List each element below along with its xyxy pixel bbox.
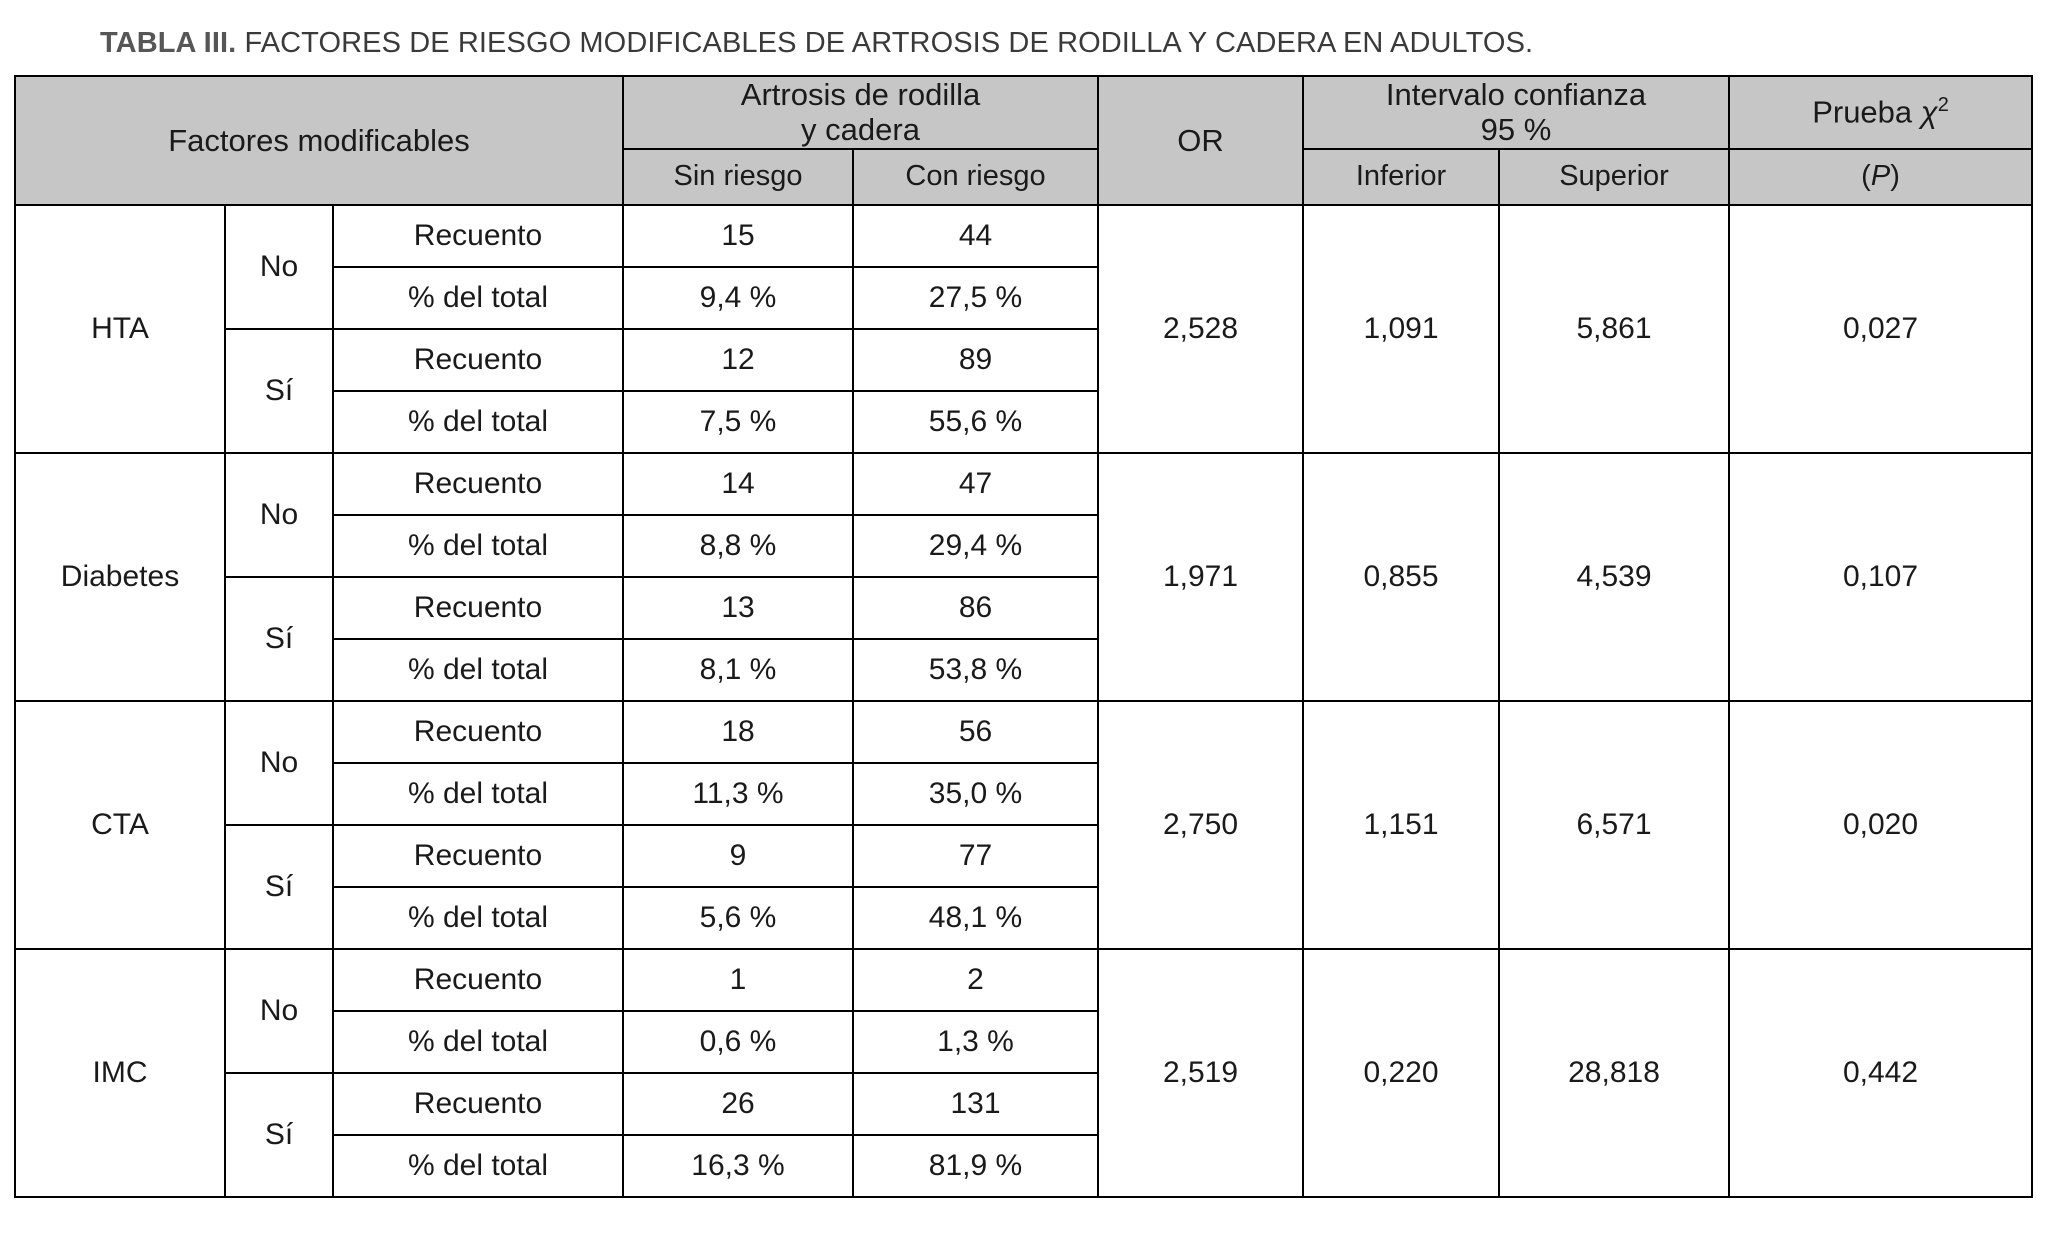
cell-sin-riesgo: 9,4 % — [623, 267, 853, 329]
table-caption — [100, 26, 2033, 61]
header-or: OR — [1098, 76, 1303, 205]
cell-sin-riesgo: 14 — [623, 453, 853, 515]
cell-or: 2,519 — [1098, 949, 1303, 1197]
cell-con-riesgo: 1,3 % — [853, 1011, 1098, 1073]
level-si: Sí — [225, 1073, 333, 1197]
cell-sin-riesgo: 11,3 % — [623, 763, 853, 825]
header-sin-riesgo: Sin riesgo — [623, 149, 853, 205]
cell-con-riesgo: 86 — [853, 577, 1098, 639]
cell-con-riesgo: 47 — [853, 453, 1098, 515]
level-no: No — [225, 205, 333, 329]
table-row — [15, 949, 2032, 1011]
cell-p-value: 0,027 — [1729, 205, 2032, 453]
cell-or: 2,528 — [1098, 205, 1303, 453]
cell-ci-inferior: 0,855 — [1303, 453, 1499, 701]
metric-recuento: Recuento — [333, 949, 623, 1011]
metric-pct-total: % del total — [333, 391, 623, 453]
cell-ci-superior: 6,571 — [1499, 701, 1729, 949]
header-superior: Superior — [1499, 149, 1729, 205]
header-prueba-chi — [1729, 76, 2032, 149]
cell-ci-superior: 4,539 — [1499, 453, 1729, 701]
cell-p-value: 0,442 — [1729, 949, 2032, 1197]
metric-pct-total: % del total — [333, 887, 623, 949]
metric-pct-total: % del total — [333, 639, 623, 701]
cell-sin-riesgo: 15 — [623, 205, 853, 267]
level-si: Sí — [225, 577, 333, 701]
cell-con-riesgo: 81,9 % — [853, 1135, 1098, 1197]
header-ci-line2: 95 % — [1480, 112, 1552, 148]
cell-con-riesgo: 55,6 % — [853, 391, 1098, 453]
header-artrosis — [623, 76, 1098, 149]
level-no: No — [225, 453, 333, 577]
cell-p-value: 0,107 — [1729, 453, 2032, 701]
metric-pct-total: % del total — [333, 267, 623, 329]
cell-p-value: 0,020 — [1729, 701, 2032, 949]
cell-con-riesgo: 35,0 % — [853, 763, 1098, 825]
header-ci-line1: Intervalo confianza — [1385, 76, 1647, 112]
table-body — [15, 205, 2032, 1197]
metric-recuento: Recuento — [333, 825, 623, 887]
cell-con-riesgo: 27,5 % — [853, 267, 1098, 329]
header-intervalo-confianza — [1303, 76, 1729, 149]
factor-name: Diabetes — [15, 453, 225, 701]
metric-pct-total: % del total — [333, 763, 623, 825]
cell-ci-superior: 28,818 — [1499, 949, 1729, 1197]
cell-con-riesgo: 44 — [853, 205, 1098, 267]
factor-name: HTA — [15, 205, 225, 453]
factor-name: IMC — [15, 949, 225, 1197]
metric-pct-total: % del total — [333, 1135, 623, 1197]
table-header — [15, 76, 2032, 205]
cell-sin-riesgo: 18 — [623, 701, 853, 763]
table-row — [15, 205, 2032, 267]
header-artrosis-line2: y cadera — [801, 112, 920, 148]
metric-recuento: Recuento — [333, 329, 623, 391]
metric-recuento: Recuento — [333, 577, 623, 639]
table-caption-text: FACTORES DE RIESGO MODIFICABLES DE ARTROSIS DE RODILLA Y CADERA EN ADULTOS. — [236, 27, 1534, 59]
risk-factors-table — [14, 75, 2033, 1198]
cell-sin-riesgo: 9 — [623, 825, 853, 887]
cell-sin-riesgo: 26 — [623, 1073, 853, 1135]
cell-con-riesgo: 89 — [853, 329, 1098, 391]
level-si: Sí — [225, 825, 333, 949]
cell-sin-riesgo: 16,3 % — [623, 1135, 853, 1197]
cell-con-riesgo: 29,4 % — [853, 515, 1098, 577]
cell-or: 1,971 — [1098, 453, 1303, 701]
cell-ci-superior: 5,861 — [1499, 205, 1729, 453]
cell-ci-inferior: 1,151 — [1303, 701, 1499, 949]
header-con-riesgo: Con riesgo — [853, 149, 1098, 205]
cell-sin-riesgo: 8,8 % — [623, 515, 853, 577]
table-row — [15, 701, 2032, 763]
cell-con-riesgo: 2 — [853, 949, 1098, 1011]
level-no: No — [225, 949, 333, 1073]
level-no: No — [225, 701, 333, 825]
cell-con-riesgo: 56 — [853, 701, 1098, 763]
metric-recuento: Recuento — [333, 1073, 623, 1135]
header-p-value: (P) — [1729, 149, 2032, 205]
cell-con-riesgo: 131 — [853, 1073, 1098, 1135]
header-chi-exponent: 2 — [1937, 94, 1949, 117]
cell-or: 2,750 — [1098, 701, 1303, 949]
cell-sin-riesgo: 12 — [623, 329, 853, 391]
cell-con-riesgo: 77 — [853, 825, 1098, 887]
metric-recuento: Recuento — [333, 453, 623, 515]
cell-sin-riesgo: 5,6 % — [623, 887, 853, 949]
table-caption-label: TABLA III. — [100, 27, 237, 59]
cell-sin-riesgo: 1 — [623, 949, 853, 1011]
header-chi-prefix: Prueba — [1812, 94, 1921, 130]
cell-sin-riesgo: 7,5 % — [623, 391, 853, 453]
cell-ci-inferior: 0,220 — [1303, 949, 1499, 1197]
cell-con-riesgo: 53,8 % — [853, 639, 1098, 701]
level-si: Sí — [225, 329, 333, 453]
factor-name: CTA — [15, 701, 225, 949]
metric-recuento: Recuento — [333, 701, 623, 763]
header-row-1 — [15, 76, 2032, 149]
header-inferior: Inferior — [1303, 149, 1499, 205]
cell-sin-riesgo: 0,6 % — [623, 1011, 853, 1073]
cell-sin-riesgo: 8,1 % — [623, 639, 853, 701]
cell-sin-riesgo: 13 — [623, 577, 853, 639]
metric-pct-total: % del total — [333, 1011, 623, 1073]
header-factores-modificables: Factores modificables — [15, 76, 623, 205]
table-row — [15, 453, 2032, 515]
cell-ci-inferior: 1,091 — [1303, 205, 1499, 453]
cell-con-riesgo: 48,1 % — [853, 887, 1098, 949]
header-chi-symbol: χ — [1920, 94, 1938, 130]
header-artrosis-line1: Artrosis de rodilla — [740, 76, 981, 112]
metric-pct-total: % del total — [333, 515, 623, 577]
metric-recuento: Recuento — [333, 205, 623, 267]
